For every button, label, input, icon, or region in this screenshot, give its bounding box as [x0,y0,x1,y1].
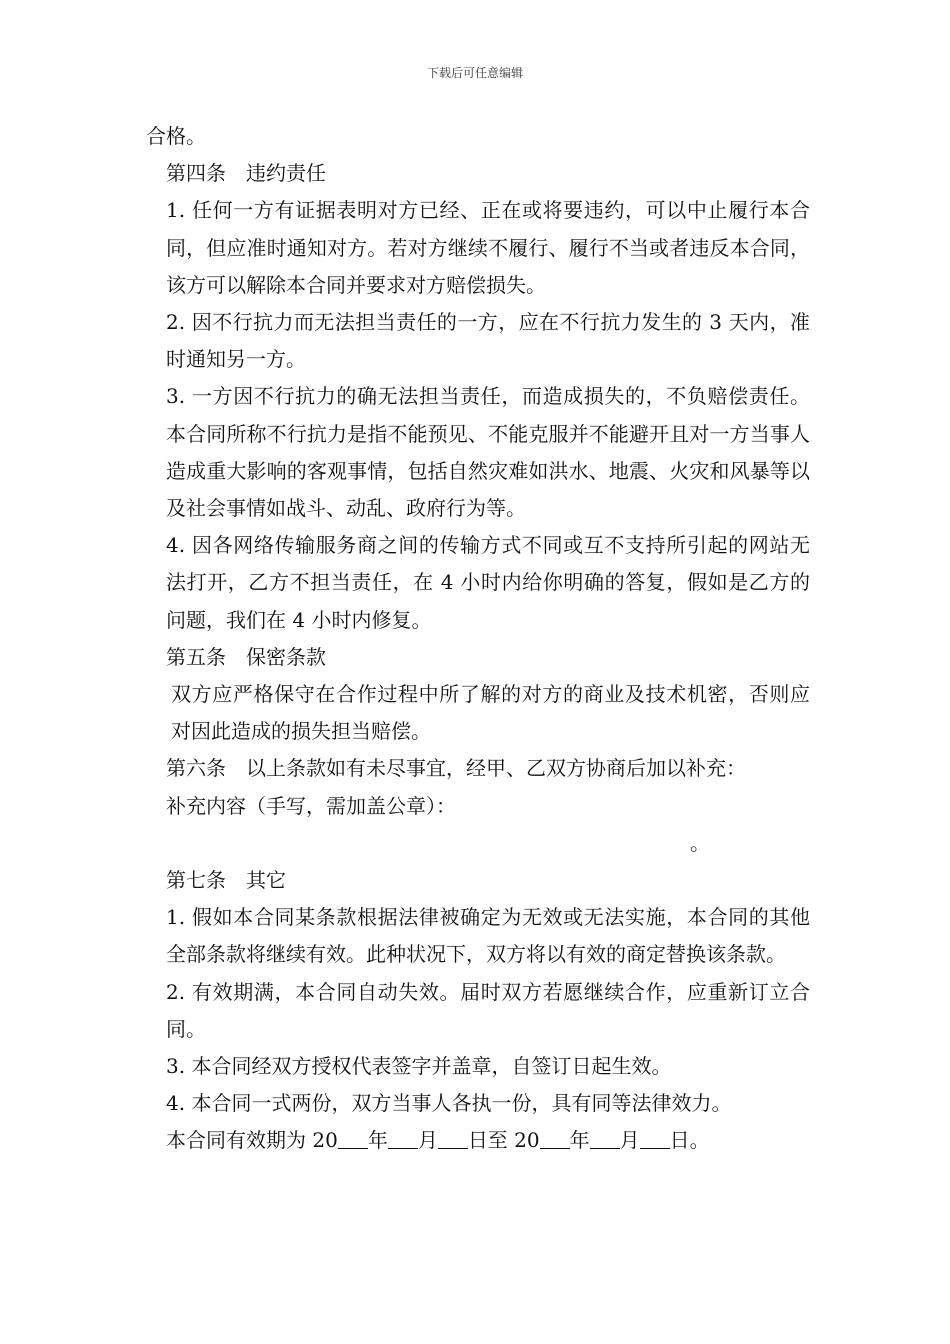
day-blank-1[interactable] [438,1126,468,1149]
article-7-item-2: 2. 有效期满，本合同自动失效。届时双方若愿继续合作，应重新订立合同。 [166,979,810,1041]
article-7-heading: 第七条 其它 [166,868,286,893]
month-label-2: 月 [619,1128,640,1153]
page-header: 下载后可任意编辑 [426,66,523,80]
article-5-heading: 第五条 保密条款 [166,644,326,669]
article-4-item-3: 3. 一方因不行抗力的确无法担当责任，而造成损失的，不负赔偿责任。本合同所称不行抗力是指不能预见、不能克服并不能避开且对一方当事人造成重大影响的客观事情，包括自然灾难如洪水、地震、火灾和风暴等以及社会事情如战斗、动乱、政府行为等。 [166,384,810,521]
article-5-text: 双方应严格保守在合作过程中所了解的对方的商业及技术机密，否则应对因此造成的损失担当赔偿。 [171,682,810,744]
article-7-item-3: 3. 本合同经双方授权代表签字并盖章，自签订日起生效。 [166,1054,672,1079]
day-blank-2[interactable] [640,1126,670,1149]
validity-prefix: 本合同有效期为 20 [166,1128,338,1153]
validity-period-line [146,1122,810,1159]
month-label-1: 月 [417,1128,438,1153]
paragraph-continuation: 合格。 [146,124,206,148]
day-label-2: 日。 [669,1128,710,1153]
contract-body [146,118,810,1160]
article-6-supplement-end: 。 [690,830,710,855]
article-6-supplement-label: 补充内容（手写，需加盖公章）： [166,793,456,818]
year-label-2: 年 [569,1128,590,1153]
article-4-heading: 第四条 违约责任 [166,161,326,186]
article-4-item-4: 4. 因各网络传输服务商之间的传输方式不同或互不支持所引起的网站无法打开，乙方不担当责任，在 4 小时内给你明确的答复，假如是乙方的问题，我们在 4 小时内修复。 [166,533,810,632]
article-4-item-1: 1. 任何一方有证据表明对方已经、正在或将要违约，可以中止履行本合同，但应准时通知对方。若对方继续不履行、履行不当或者违反本合同，该方可以解除本合同并要求对方赔偿损失。 [166,198,810,297]
month-blank-2[interactable] [590,1126,620,1149]
article-7-item-4: 4. 本合同一式两份，双方当事人各执一份，具有同等法律效力。 [166,1091,732,1116]
day-to-label: 日至 20 [467,1128,540,1153]
year-blank-1[interactable] [338,1126,368,1149]
article-4-item-2: 2. 因不行抗力而无法担当责任的一方，应在不行抗力发生的 3 天内，准时通知另一方。 [166,310,810,372]
year-label-1: 年 [367,1128,388,1153]
year-blank-2[interactable] [540,1126,570,1149]
article-6-heading: 第六条 以上条款如有未尽事宜，经甲、乙双方协商后加以补充： [166,756,746,781]
article-7-item-1: 1. 假如本合同某条款根据法律被确定为无效或无法实施，本合同的其他全部条款将继续有效。此种状况下，双方将以有效的商定替换该条款。 [166,905,810,967]
month-blank-1[interactable] [388,1126,418,1149]
